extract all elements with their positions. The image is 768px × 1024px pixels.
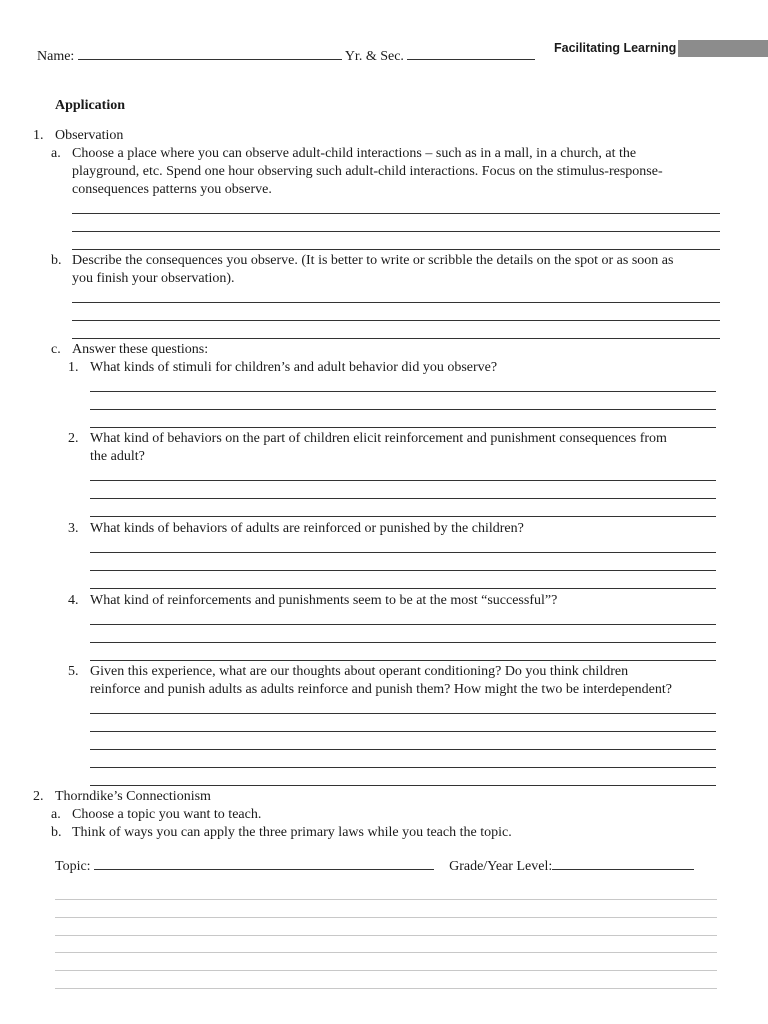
answer-line[interactable] [72, 231, 720, 232]
question-1-number: 1. [68, 360, 79, 375]
question-2-line2: the adult? [90, 449, 145, 464]
name-field-row [37, 45, 535, 66]
answer-line[interactable] [90, 480, 716, 481]
grade-level-label: Grade/Year Level: [449, 859, 553, 874]
topic-label: Topic: [55, 859, 91, 874]
item-2b-letter: b. [51, 825, 62, 840]
answer-line[interactable] [72, 338, 720, 339]
item-1b-letter: b. [51, 253, 62, 268]
question-5-line2: reinforce and punish adults as adults reinforce and punish them? How might the two be interdependent? [90, 682, 672, 697]
item-1c-text: Answer these questions: [72, 342, 209, 357]
answer-line[interactable] [90, 713, 716, 714]
answer-line[interactable] [90, 642, 716, 643]
item-1b-line1: Describe the consequences you observe. (It is better to write or scribble the details on the spot or as soon as [72, 253, 674, 268]
answer-line[interactable] [90, 660, 716, 661]
part1-number: 1. [33, 128, 44, 143]
answer-line[interactable] [90, 731, 716, 732]
part1-title: Observation [55, 128, 124, 143]
answer-line[interactable] [72, 320, 720, 321]
answer-line[interactable] [90, 516, 716, 517]
writing-line[interactable] [55, 970, 717, 971]
answer-line[interactable] [90, 749, 716, 750]
writing-line[interactable] [55, 988, 717, 989]
answer-line[interactable] [90, 498, 716, 499]
question-3-number: 3. [68, 521, 79, 536]
answer-line[interactable] [90, 767, 716, 768]
part2-number: 2. [33, 789, 44, 804]
header-accent-bar [678, 40, 768, 57]
writing-line[interactable] [55, 935, 717, 936]
writing-line[interactable] [55, 899, 717, 900]
item-1a-line3: consequences patterns you observe. [72, 182, 272, 197]
item-2a-letter: a. [51, 807, 61, 822]
answer-line[interactable] [90, 624, 716, 625]
item-2b-text: Think of ways you can apply the three primary laws while you teach the topic. [72, 825, 512, 840]
answer-line[interactable] [90, 427, 716, 428]
question-5-number: 5. [68, 664, 79, 679]
answer-line[interactable] [72, 213, 720, 214]
topic-row [55, 855, 694, 876]
name-label: Name: [37, 49, 75, 64]
writing-line[interactable] [55, 952, 717, 953]
question-4-number: 4. [68, 593, 79, 608]
grade-level-blank[interactable] [552, 855, 694, 870]
question-4-text: What kind of reinforcements and punishments seem to be at the most “successful”? [90, 593, 558, 608]
item-1a-line1: Choose a place where you can observe adult-child interactions – such as in a mall, in a church, at the [72, 146, 637, 161]
item-1b-line2: you finish your observation). [72, 271, 235, 286]
answer-line[interactable] [72, 302, 720, 303]
question-5-line1: Given this experience, what are our thoughts about operant conditioning? Do you think children [90, 664, 629, 679]
answer-line[interactable] [90, 552, 716, 553]
answer-line[interactable] [90, 570, 716, 571]
answer-line[interactable] [90, 785, 716, 786]
course-title: Facilitating Learning [554, 41, 677, 55]
item-1a-letter: a. [51, 146, 61, 161]
answer-line[interactable] [72, 249, 720, 250]
writing-line[interactable] [55, 917, 717, 918]
question-1-text: What kinds of stimuli for children’s and adult behavior did you observe? [90, 360, 498, 375]
name-blank[interactable] [78, 45, 342, 60]
answer-line[interactable] [90, 588, 716, 589]
part2-title: Thorndike’s Connectionism [55, 789, 211, 804]
item-1c-letter: c. [51, 342, 61, 357]
question-3-text: What kinds of behaviors of adults are reinforced or punished by the children? [90, 521, 524, 536]
answer-line[interactable] [90, 409, 716, 410]
yr-sec-blank[interactable] [407, 45, 535, 60]
yr-sec-label: Yr. & Sec. [344, 49, 404, 64]
answer-line[interactable] [90, 391, 716, 392]
question-2-line1: What kind of behaviors on the part of children elicit reinforcement and punishment consequences from [90, 431, 667, 446]
topic-blank[interactable] [94, 855, 434, 870]
item-2a-text: Choose a topic you want to teach. [72, 807, 262, 822]
question-2-number: 2. [68, 431, 79, 446]
item-1a-line2: playground, etc. Spend one hour observing such adult-child interactions. Focus on the stimulus-response- [72, 164, 663, 179]
section-title: Application [55, 98, 126, 113]
